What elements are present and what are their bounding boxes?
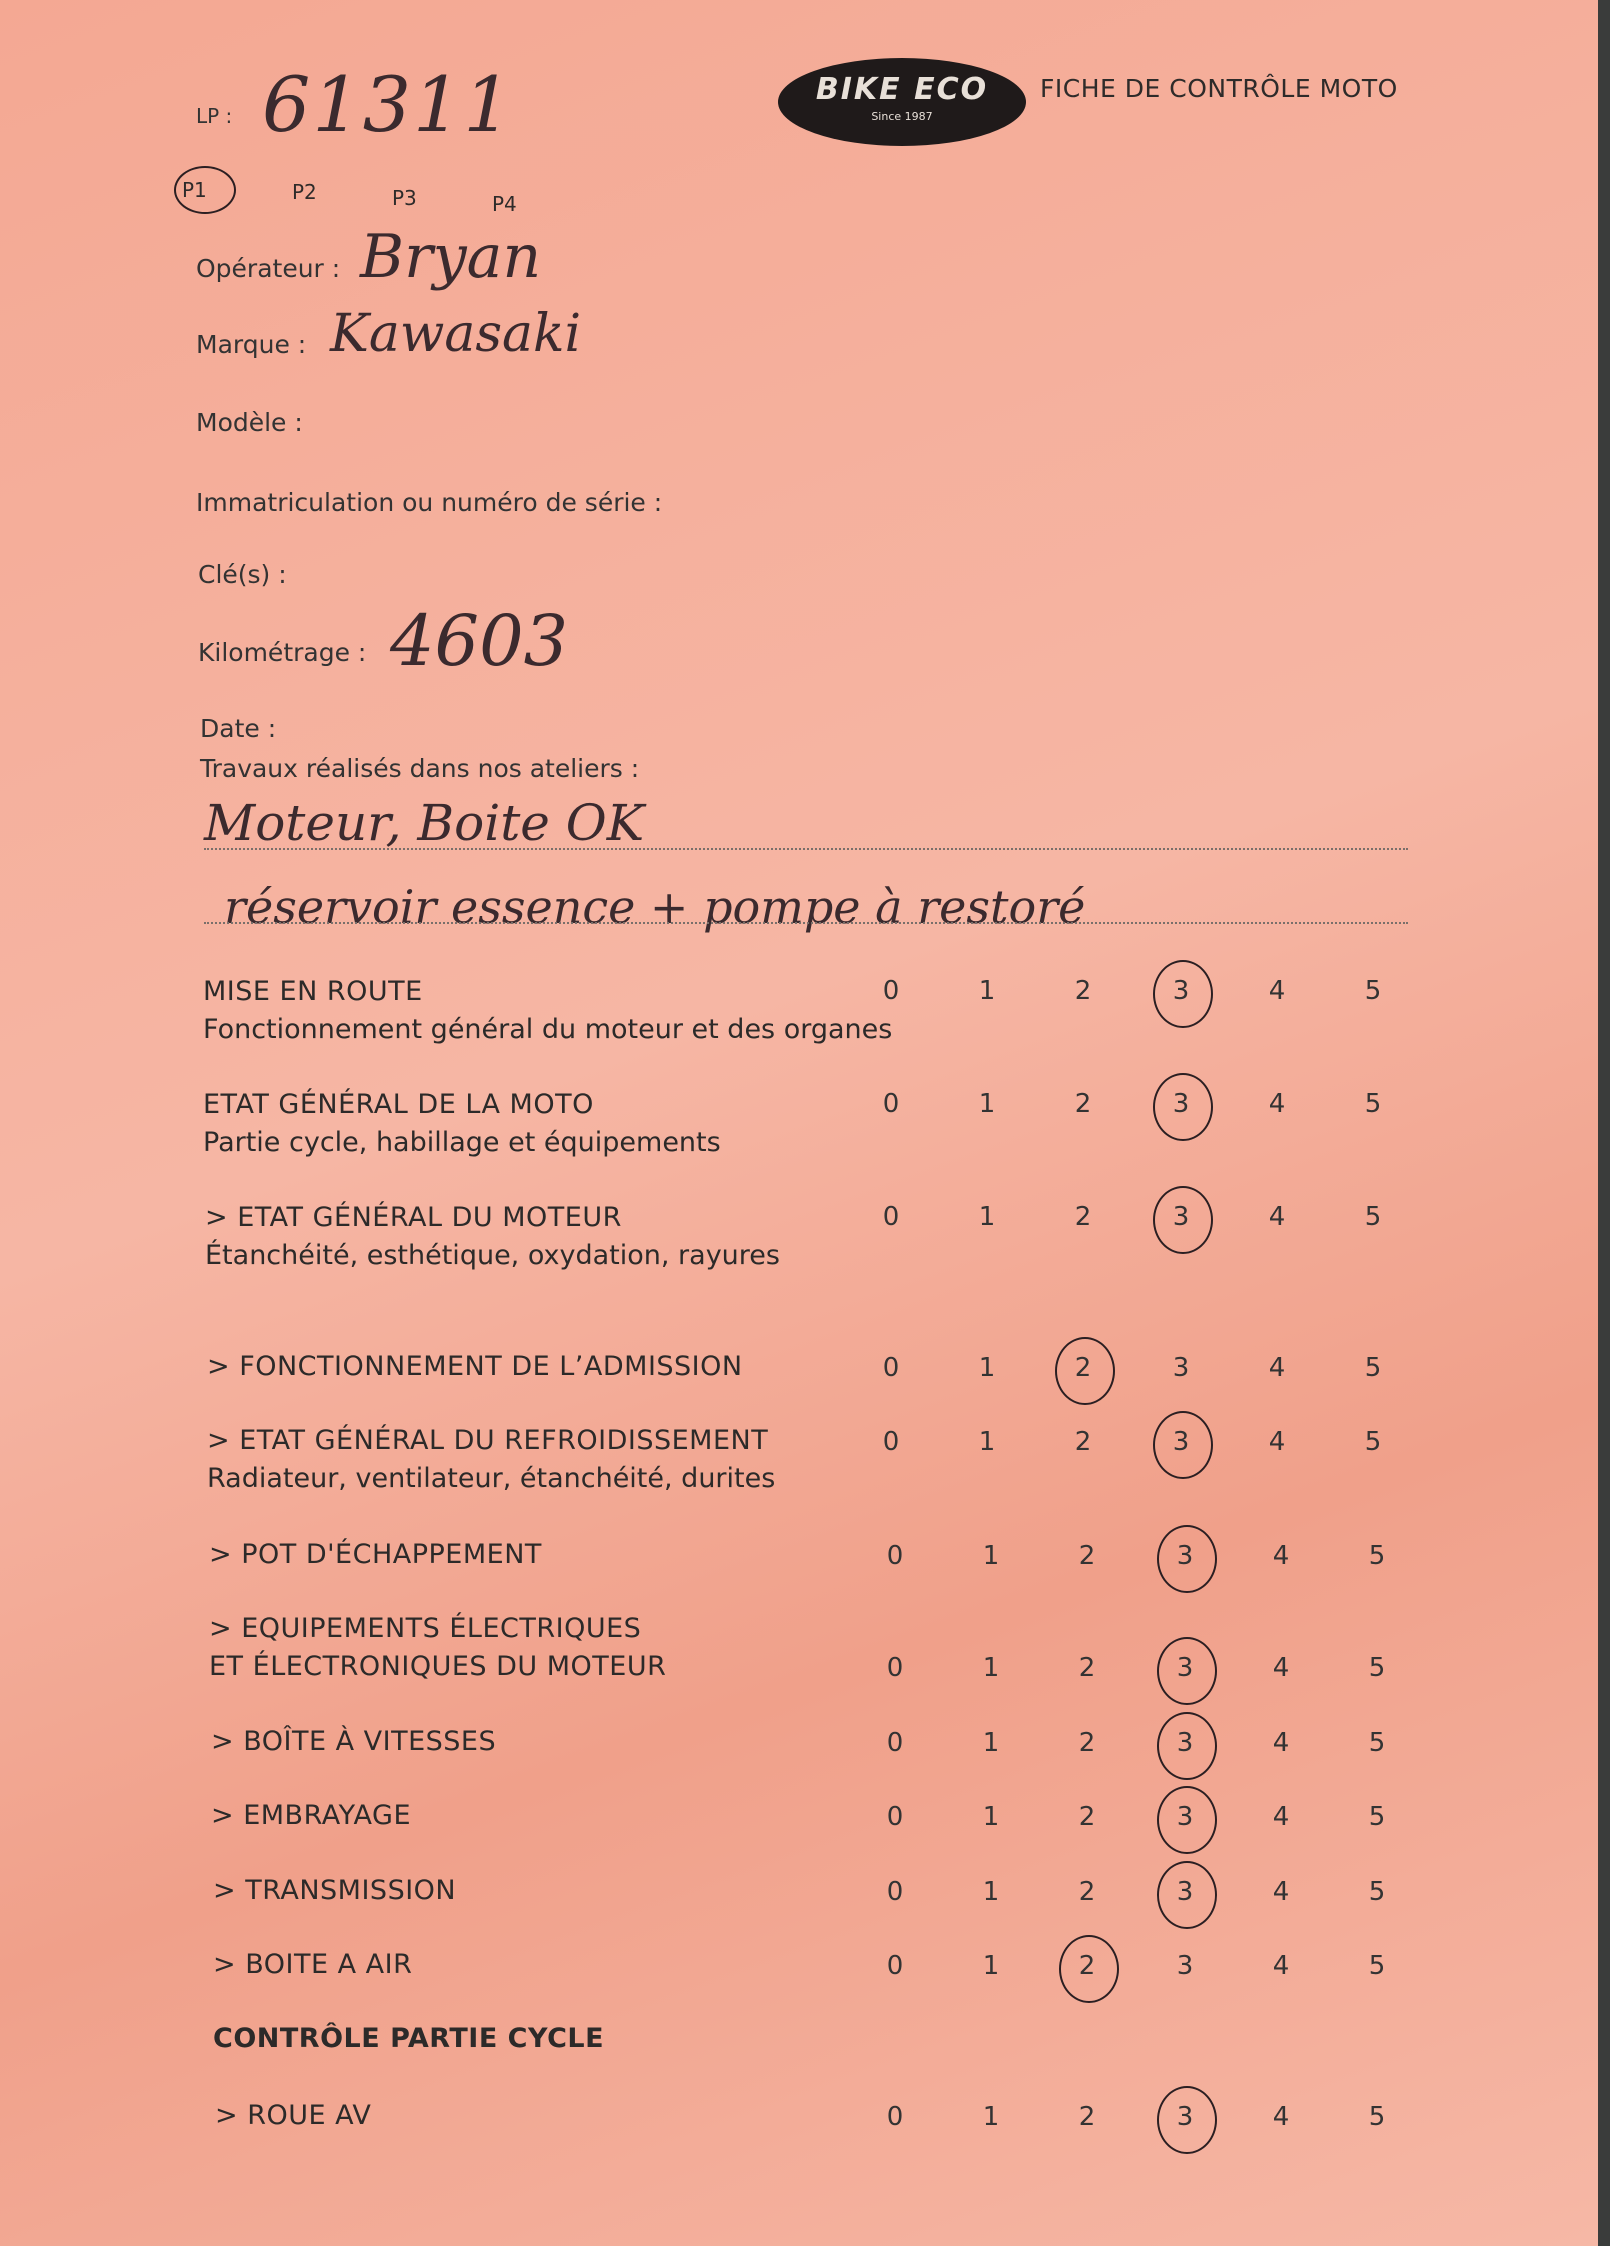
score-option-1[interactable]: 1 — [978, 1202, 996, 1232]
score-option-2[interactable]: 2 — [1074, 976, 1092, 1006]
score-option-1[interactable]: 1 — [978, 1353, 996, 1383]
score-option-1[interactable]: 1 — [978, 1427, 996, 1457]
score-option-2[interactable]: 2 — [1074, 1202, 1092, 1232]
score-option-5[interactable]: 5 — [1368, 2102, 1386, 2132]
row-title: > EQUIPEMENTS ÉLECTRIQUES — [209, 1613, 642, 1644]
row-title: > POT D'ÉCHAPPEMENT — [209, 1539, 542, 1570]
row-title: > ETAT GÉNÉRAL DU MOTEUR — [205, 1202, 622, 1233]
score-option-4[interactable]: 4 — [1272, 2102, 1290, 2132]
score-option-4[interactable]: 4 — [1272, 1877, 1290, 1907]
row-title: > FONCTIONNEMENT DE L’ADMISSION — [207, 1351, 743, 1382]
score-option-0[interactable]: 0 — [886, 1653, 904, 1683]
score-option-4[interactable]: 4 — [1272, 1802, 1290, 1832]
position-p2[interactable]: P2 — [292, 180, 317, 204]
kilometrage-label: Kilométrage : — [198, 638, 367, 667]
position-p1-circle — [174, 166, 236, 214]
row-subtitle: Partie cycle, habillage et équipements — [203, 1127, 721, 1158]
score-option-0[interactable]: 0 — [882, 1202, 900, 1232]
score-option-1[interactable]: 1 — [982, 1877, 1000, 1907]
score-option-5[interactable]: 5 — [1368, 1951, 1386, 1981]
score-option-4[interactable]: 4 — [1268, 1427, 1286, 1457]
score-option-3[interactable]: 3 — [1176, 1541, 1194, 1571]
score-option-2[interactable]: 2 — [1074, 1089, 1092, 1119]
travaux-line-2[interactable]: réservoir essence + pompe à restoré — [224, 880, 1086, 934]
score-selected-circle — [1153, 1073, 1213, 1141]
score-option-5[interactable]: 5 — [1364, 1427, 1382, 1457]
score-selected-circle — [1059, 1935, 1119, 2003]
row-title: MISE EN ROUTE — [203, 976, 423, 1007]
position-p3[interactable]: P3 — [392, 186, 417, 210]
score-option-3[interactable]: 3 — [1176, 1728, 1194, 1758]
score-option-5[interactable]: 5 — [1364, 1202, 1382, 1232]
score-option-5[interactable]: 5 — [1364, 976, 1382, 1006]
operateur-label: Opérateur : — [196, 254, 341, 283]
score-option-1[interactable]: 1 — [982, 1541, 1000, 1571]
marque-value[interactable]: Kawasaki — [330, 304, 582, 364]
score-option-1[interactable]: 1 — [982, 1951, 1000, 1981]
score-selected-circle — [1157, 1786, 1217, 1854]
score-selected-circle — [1153, 960, 1213, 1028]
score-option-1[interactable]: 1 — [982, 1728, 1000, 1758]
score-option-1[interactable]: 1 — [978, 976, 996, 1006]
position-p4[interactable]: P4 — [492, 192, 517, 216]
score-selected-circle — [1157, 1525, 1217, 1593]
score-option-3[interactable]: 3 — [1176, 1951, 1194, 1981]
score-option-1[interactable]: 1 — [982, 1653, 1000, 1683]
row-title: > ROUE AV — [215, 2100, 372, 2131]
row-subtitle: Étanchéité, esthétique, oxydation, rayures — [205, 1240, 780, 1271]
score-option-2[interactable]: 2 — [1074, 1353, 1092, 1383]
score-option-1[interactable]: 1 — [978, 1089, 996, 1119]
score-option-2[interactable]: 2 — [1078, 1877, 1096, 1907]
score-option-2[interactable]: 2 — [1078, 1541, 1096, 1571]
row-title: ETAT GÉNÉRAL DE LA MOTO — [203, 1089, 594, 1120]
travaux-line-1[interactable]: Moteur, Boite OK — [204, 794, 645, 852]
score-option-4[interactable]: 4 — [1272, 1728, 1290, 1758]
score-option-5[interactable]: 5 — [1368, 1877, 1386, 1907]
score-option-5[interactable]: 5 — [1368, 1653, 1386, 1683]
section-controle-partie-cycle: CONTRÔLE PARTIE CYCLE — [213, 2023, 605, 2054]
row-subtitle: Fonctionnement général du moteur et des organes — [203, 1014, 893, 1045]
score-selected-circle — [1153, 1186, 1213, 1254]
logo-subtext: Since 1987 — [871, 110, 933, 123]
row-title: > BOÎTE À VITESSES — [211, 1726, 497, 1757]
modele-label: Modèle : — [196, 408, 303, 437]
score-option-3[interactable]: 3 — [1176, 1802, 1194, 1832]
score-option-0[interactable]: 0 — [886, 2102, 904, 2132]
score-option-0[interactable]: 0 — [886, 1951, 904, 1981]
score-option-2[interactable]: 2 — [1078, 2102, 1096, 2132]
score-option-3[interactable]: 3 — [1172, 1089, 1190, 1119]
score-option-5[interactable]: 5 — [1364, 1089, 1382, 1119]
lp-label: LP : — [196, 104, 233, 128]
cles-label: Clé(s) : — [198, 560, 287, 589]
sheet-title: FICHE DE CONTRÔLE MOTO — [1040, 74, 1398, 103]
score-option-4[interactable]: 4 — [1272, 1951, 1290, 1981]
score-option-0[interactable]: 0 — [882, 976, 900, 1006]
score-option-0[interactable]: 0 — [886, 1541, 904, 1571]
score-option-2[interactable]: 2 — [1074, 1427, 1092, 1457]
score-option-2[interactable]: 2 — [1078, 1653, 1096, 1683]
score-option-0[interactable]: 0 — [882, 1089, 900, 1119]
row-subtitle: ET ÉLECTRONIQUES DU MOTEUR — [209, 1651, 667, 1682]
score-option-4[interactable]: 4 — [1272, 1653, 1290, 1683]
immatriculation-label: Immatriculation ou numéro de série : — [196, 488, 663, 517]
score-selected-circle — [1055, 1337, 1115, 1405]
score-selected-circle — [1157, 1861, 1217, 1929]
score-selected-circle — [1153, 1411, 1213, 1479]
score-selected-circle — [1157, 2086, 1217, 2154]
row-title: > EMBRAYAGE — [211, 1800, 411, 1831]
score-option-3[interactable]: 3 — [1176, 1877, 1194, 1907]
row-title: > BOITE A AIR — [213, 1949, 413, 1980]
score-option-3[interactable]: 3 — [1172, 976, 1190, 1006]
score-option-0[interactable]: 0 — [886, 1728, 904, 1758]
logo-name: BIKE ECO — [815, 72, 989, 107]
score-option-2[interactable]: 2 — [1078, 1951, 1096, 1981]
date-label: Date : — [200, 714, 277, 743]
score-option-3[interactable]: 3 — [1176, 1653, 1194, 1683]
row-title: > TRANSMISSION — [213, 1875, 457, 1906]
score-option-3[interactable]: 3 — [1172, 1353, 1190, 1383]
score-option-4[interactable]: 4 — [1268, 1353, 1286, 1383]
score-option-5[interactable]: 5 — [1364, 1353, 1382, 1383]
travaux-dotline-2 — [204, 922, 1408, 924]
score-option-0[interactable]: 0 — [886, 1877, 904, 1907]
score-option-4[interactable]: 4 — [1268, 1089, 1286, 1119]
score-option-0[interactable]: 0 — [882, 1427, 900, 1457]
score-option-3[interactable]: 3 — [1172, 1202, 1190, 1232]
score-option-3[interactable]: 3 — [1172, 1427, 1190, 1457]
score-selected-circle — [1157, 1637, 1217, 1705]
score-option-1[interactable]: 1 — [982, 2102, 1000, 2132]
score-option-5[interactable]: 5 — [1368, 1802, 1386, 1832]
score-option-2[interactable]: 2 — [1078, 1802, 1096, 1832]
score-option-4[interactable]: 4 — [1268, 1202, 1286, 1232]
row-subtitle: Radiateur, ventilateur, étanchéité, durites — [207, 1463, 776, 1494]
score-option-4[interactable]: 4 — [1268, 976, 1286, 1006]
marque-label: Marque : — [196, 330, 307, 359]
score-option-3[interactable]: 3 — [1176, 2102, 1194, 2132]
position-p1-label: P1 — [182, 178, 207, 202]
travaux-label: Travaux réalisés dans nos ateliers : — [200, 754, 640, 783]
score-option-0[interactable]: 0 — [886, 1802, 904, 1832]
row-title: > ETAT GÉNÉRAL DU REFROIDISSEMENT — [207, 1425, 769, 1456]
score-option-4[interactable]: 4 — [1272, 1541, 1290, 1571]
score-option-1[interactable]: 1 — [982, 1802, 1000, 1832]
score-option-5[interactable]: 5 — [1368, 1728, 1386, 1758]
operateur-value[interactable]: Bryan — [360, 222, 542, 292]
score-selected-circle — [1157, 1712, 1217, 1780]
lp-value[interactable]: 61311 — [262, 60, 514, 149]
travaux-dotline-1 — [204, 848, 1408, 850]
score-option-5[interactable]: 5 — [1368, 1541, 1386, 1571]
score-option-0[interactable]: 0 — [882, 1353, 900, 1383]
bike-eco-logo — [778, 58, 1026, 146]
kilometrage-value[interactable]: 4603 — [390, 600, 569, 682]
score-option-2[interactable]: 2 — [1078, 1728, 1096, 1758]
